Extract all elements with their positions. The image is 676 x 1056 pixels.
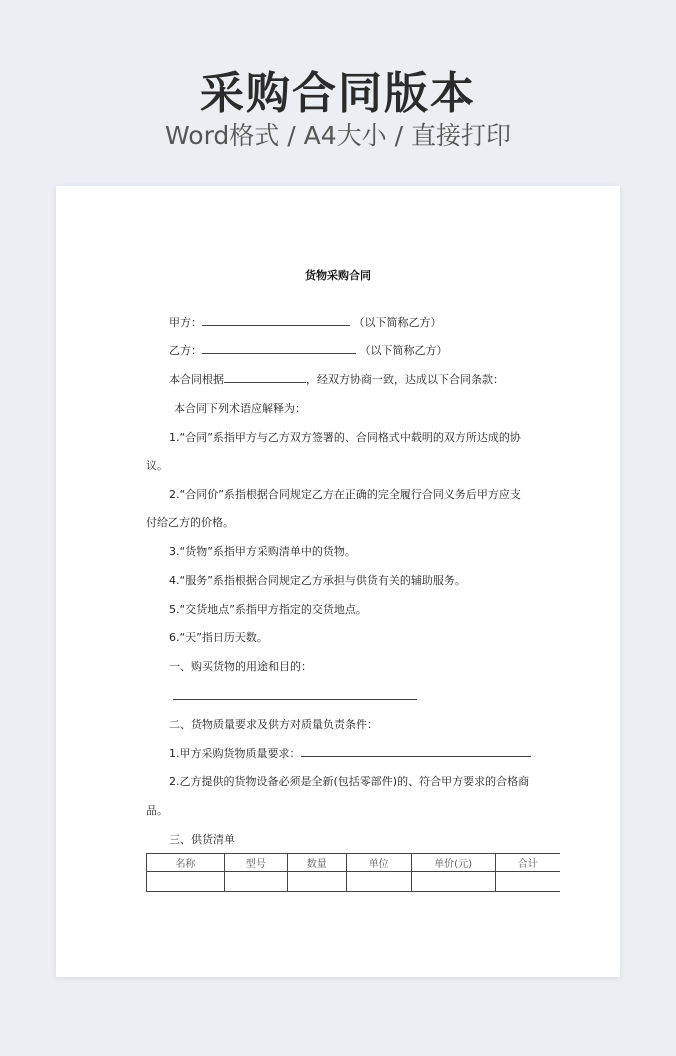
table-cell[interactable] [346, 872, 411, 892]
quality-2-line-1: 2.乙方提供的货物设备必须是全新(包括零部件)的、符合甲方要求的合格商 [169, 775, 530, 788]
table-cell[interactable] [224, 872, 287, 892]
basis-line [169, 372, 504, 388]
basis-prefix: 本合同根据 [169, 373, 224, 386]
party-b-label: 乙方： [169, 344, 202, 357]
table-cell[interactable] [411, 872, 495, 892]
col-header-unit-price: 单价(元) [411, 854, 495, 872]
term-2-line-2: 付给乙方的价格。 [146, 516, 234, 529]
supply-table-header-row [147, 854, 561, 872]
term-3: 3.“货物”系指甲方采购清单中的货物。 [169, 545, 356, 558]
col-header-unit: 单位 [346, 854, 411, 872]
section-2-heading: 二、货物质量要求及供方对质量负责条件： [169, 718, 378, 731]
terms-intro: 本合同下列术语应解释为： [174, 402, 306, 415]
party-a-label: 甲方： [169, 316, 202, 329]
quality-req-line [169, 746, 531, 762]
basis-blank[interactable] [224, 372, 306, 383]
supply-table [146, 853, 560, 892]
party-b-blank[interactable] [202, 343, 356, 354]
term-5: 5.“交货地点”系指甲方指定的交货地点。 [169, 603, 367, 616]
party-b-line [169, 343, 448, 359]
col-header-name: 名称 [147, 854, 225, 872]
basis-suffix: ，经双方协商一致，达成以下合同条款： [306, 373, 504, 386]
section-3-heading: 三、供货清单 [169, 833, 235, 846]
party-b-suffix: （以下简称乙方） [359, 344, 448, 357]
document-title: 货物采购合同 [305, 269, 371, 282]
page-subtitle: Word格式 / A4大小 / 直接打印 [165, 121, 511, 150]
term-1-line-1: 1.“合同”系指甲方与乙方双方签署的、合同格式中载明的双方所达成的协 [169, 431, 521, 444]
purpose-blank[interactable] [173, 689, 417, 700]
term-2-line-1: 2.“合同价”系指根据合同规定乙方在正确的完全履行合同义务后甲方应支 [169, 488, 521, 501]
table-row [147, 872, 561, 892]
party-a-line [169, 315, 442, 331]
quality-req-blank[interactable] [301, 746, 531, 757]
party-a-blank[interactable] [202, 315, 350, 326]
party-a-suffix: （以下简称乙方） [353, 316, 442, 329]
table-cell[interactable] [147, 872, 225, 892]
term-4: 4.“服务”系指根据合同规定乙方承担与供货有关的辅助服务。 [169, 574, 466, 587]
term-6: 6.“天”指日历天数。 [169, 631, 268, 644]
col-header-model: 型号 [224, 854, 287, 872]
quality-2-line-2: 品。 [146, 804, 168, 817]
page-title: 采购合同版本 [200, 68, 476, 119]
term-1-line-2: 议。 [146, 459, 168, 472]
col-header-total: 合计 [495, 854, 560, 872]
table-cell[interactable] [287, 872, 346, 892]
section-1-heading: 一、购买货物的用途和目的： [169, 660, 312, 673]
section-1-blank-line [173, 689, 417, 705]
quality-req-label: 1.甲方采购货物质量要求： [169, 747, 301, 760]
table-cell[interactable] [495, 872, 560, 892]
col-header-quantity: 数量 [287, 854, 346, 872]
